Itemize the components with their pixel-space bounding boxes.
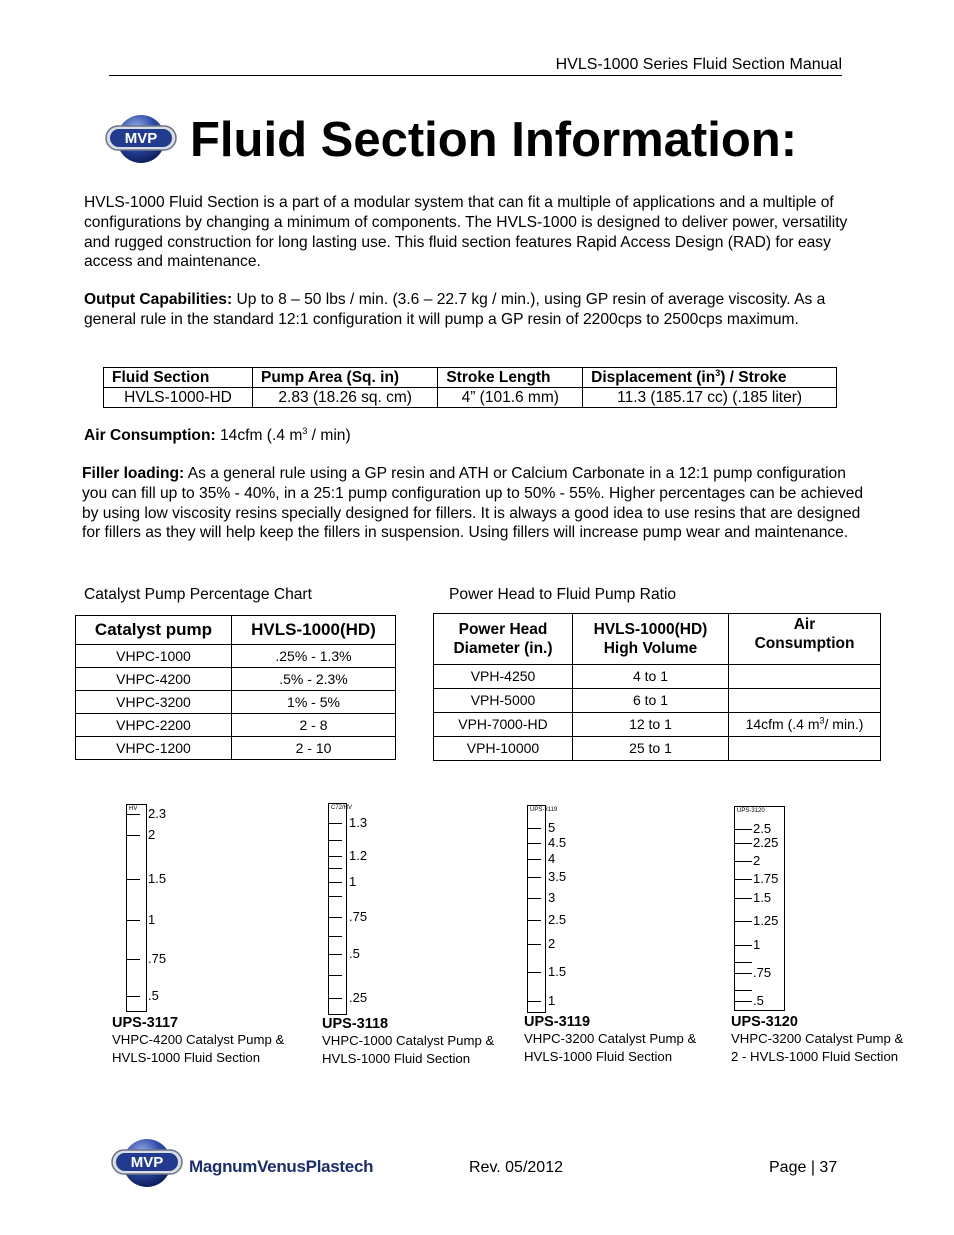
- air-cell-text: 14cfm (.4 m: [745, 716, 820, 732]
- table-cell: .5% - 2.3%: [232, 668, 396, 691]
- mvp-logo: [104, 112, 178, 166]
- gauge-label: 1: [548, 993, 556, 1008]
- gauge-label: 4.5: [548, 835, 567, 850]
- gauge-tick: [527, 828, 541, 829]
- gauge-caption: [112, 1015, 284, 1066]
- gauge-label: .75: [349, 909, 368, 924]
- gauge-caption: [322, 1016, 494, 1067]
- gauge-tick: [126, 814, 140, 815]
- spec-header-pump-area: Pump Area (Sq. in): [253, 368, 438, 388]
- gauge-tick: [126, 920, 140, 921]
- table-row: [434, 713, 881, 737]
- gauge-label: 1: [753, 937, 761, 952]
- gauge-description-line2: 2 - HVLS-1000 Fluid Section: [731, 1048, 899, 1064]
- table-row: [76, 737, 396, 760]
- output-text: Up to 8 – 50 lbs / min. (3.6 – 22.7 kg / min.), using GP resin of average viscosity. As a general rule in the standard 12:1 configuration it will pump a GP resin of 2200cps to 2500cps maximum.: [84, 291, 826, 328]
- table-cell: [729, 737, 881, 761]
- gauge-label: 3: [548, 890, 556, 905]
- gauge-tag: HV: [129, 806, 138, 812]
- table-cell: 12 to 1: [573, 713, 729, 737]
- table-cell: VPH-10000: [434, 737, 573, 761]
- spec-header-displacement: [583, 368, 837, 388]
- gauge-description-line1: VHPC-3200 Catalyst Pump &: [731, 1031, 904, 1046]
- gauge-label: 1.5: [148, 871, 167, 886]
- table-row: [434, 665, 881, 689]
- table-cell: VPH-5000: [434, 689, 573, 713]
- output-capabilities-paragraph: [84, 290, 864, 330]
- gauge-caption: [524, 1014, 696, 1065]
- gauge-tick: [734, 962, 752, 963]
- catalyst-header-hvls: HVLS-1000(HD): [232, 616, 396, 645]
- air-cell-text-2: / min.): [824, 716, 864, 732]
- gauge-tick: [328, 840, 342, 841]
- gauge-title: UPS-3117: [112, 1015, 179, 1031]
- gauge-tick: [527, 898, 541, 899]
- air-label: Air Consumption:: [84, 427, 216, 444]
- ratio-header-line1: HVLS-1000(HD): [593, 621, 708, 638]
- table-cell: 1% - 5%: [232, 691, 396, 714]
- gauge-tick: [527, 944, 541, 945]
- page-title: Fluid Section Information:: [190, 113, 798, 167]
- gauge-description-line2: HVLS-1000 Fluid Section: [524, 1048, 673, 1064]
- gauge-tick: [328, 823, 342, 824]
- page-number: Page | 37: [769, 1159, 838, 1176]
- table-cell: 4 to 1: [573, 665, 729, 689]
- table-cell: 6 to 1: [573, 689, 729, 713]
- gauge-tick: [734, 1001, 752, 1002]
- gauge-tick: [527, 972, 541, 973]
- gauge-tick: [527, 1001, 541, 1002]
- catalyst-chart-caption: Catalyst Pump Percentage Chart: [84, 586, 312, 603]
- gauge-label: 1.5: [753, 890, 772, 905]
- ratio-header-line2: High Volume: [603, 640, 698, 657]
- gauge-tick: [126, 835, 140, 836]
- gauge-label: 2.3: [148, 806, 167, 821]
- gauge-label: 2: [753, 853, 761, 868]
- ratio-header-line1: Air: [793, 616, 816, 633]
- gauge-label: 2.5: [753, 821, 772, 836]
- spec-cell: 4” (101.6 mm): [438, 388, 583, 408]
- gauge-tick: [328, 882, 342, 883]
- gauge-tick: [734, 945, 752, 946]
- ratio-header-line2: Diameter (in.): [453, 640, 553, 657]
- gauge-tag: C72/HV: [331, 805, 353, 811]
- table-row: [434, 689, 881, 713]
- power-head-table: [433, 613, 881, 761]
- filler-loading-paragraph: [82, 464, 867, 543]
- gauge-description-line1: VHPC-3200 Catalyst Pump &: [524, 1031, 697, 1046]
- gauge-tick: [527, 843, 541, 844]
- gauge-description-line2: HVLS-1000 Fluid Section: [112, 1049, 261, 1065]
- gauge-tick: [328, 868, 342, 869]
- gauge-label: 1.75: [753, 871, 779, 886]
- gauge-label: .5: [753, 993, 764, 1008]
- table-cell: 25 to 1: [573, 737, 729, 761]
- gauge-tick: [734, 861, 752, 862]
- ratio-chart-caption: Power Head to Fluid Pump Ratio: [449, 586, 677, 603]
- filler-text: As a general rule using a GP resin and ATH or Calcium Carbonate in a 12:1 pump configuration you can fill up to 35% - 40%, in a 25:1 pump configuration up to 50% - 55%. Higher percentages can be achieved by using low viscosity resins specially designed for fillers. It is always a good idea to use resins that are designed for fillers as they will help keep the fillers in suspension. Using fillers will increase pump wear and maintenance.: [82, 465, 864, 542]
- gauge-tick: [126, 996, 140, 997]
- table-cell: .25% - 1.3%: [232, 645, 396, 668]
- ratio-header-line1: Power Head: [458, 621, 548, 638]
- gauge-tick: [527, 877, 541, 878]
- gauge-label: 2: [148, 827, 156, 842]
- gauge-title: UPS-3120: [731, 1014, 798, 1030]
- gauge-tick: [328, 896, 342, 897]
- gauge-label: .75: [148, 951, 167, 966]
- gauge-tick: [126, 959, 140, 960]
- spec-table-header: [104, 368, 837, 388]
- gauge-caption: [731, 1014, 903, 1065]
- gauge-tick: [734, 921, 752, 922]
- table-cell: 2 - 8: [232, 714, 396, 737]
- table-cell: VPH-4250: [434, 665, 573, 689]
- spec-header-displacement-a: Displacement (in: [591, 369, 716, 386]
- table-cell: VHPC-4200: [76, 668, 232, 691]
- gauge-label: 4: [548, 851, 556, 866]
- air-text-2: / min): [307, 427, 351, 444]
- brand-wordmark: MagnumVenusPlastech: [189, 1157, 374, 1176]
- table-row: [76, 645, 396, 668]
- gauge-label: 2: [548, 936, 556, 951]
- gauge-description-line2: HVLS-1000 Fluid Section: [322, 1050, 471, 1066]
- gauge-tick: [328, 917, 342, 918]
- footer-mvp-logo: [110, 1136, 184, 1190]
- filler-label: Filler loading:: [82, 465, 185, 482]
- ratio-header-hvls: [573, 614, 729, 665]
- gauge-tick: [527, 920, 541, 921]
- gauge-label: 1.2: [349, 848, 368, 863]
- air-consumption-paragraph: [84, 426, 864, 446]
- gauge-label: 1.5: [548, 964, 567, 979]
- revision-text: Rev. 05/2012: [469, 1159, 563, 1176]
- gauge-tick: [328, 936, 342, 937]
- gauge-label: 1: [148, 912, 156, 927]
- gauge-label: 1.25: [753, 913, 779, 928]
- gauge-description-line1: VHPC-1000 Catalyst Pump &: [322, 1033, 495, 1048]
- table-row: [76, 691, 396, 714]
- gauge-tick: [328, 856, 342, 857]
- svg-text:MVP: MVP: [130, 1154, 164, 1171]
- table-row: [76, 668, 396, 691]
- table-cell: 2 - 10: [232, 737, 396, 760]
- table-cell: VHPC-1000: [76, 645, 232, 668]
- power-head-table-header: [434, 614, 881, 665]
- air-text: 14cfm (.4 m: [215, 427, 303, 444]
- gauge-label: 1: [349, 874, 357, 889]
- gauge-label: 1.3: [349, 815, 368, 830]
- table-row: [434, 737, 881, 761]
- spec-cell: 11.3 (185.17 cc) (.185 liter): [583, 388, 837, 408]
- gauge-tick: [527, 859, 541, 860]
- spec-cell: 2.83 (18.26 sq. cm): [253, 388, 438, 408]
- gauge-label: 2.25: [753, 835, 779, 850]
- ratio-header-power-head: [434, 614, 573, 665]
- gauge-tag: UPS-3120: [737, 808, 765, 814]
- gauge-title: UPS-3119: [524, 1014, 591, 1030]
- gauge-label: .75: [753, 965, 772, 980]
- spec-table: [103, 367, 837, 408]
- spec-header-fluid-section: Fluid Section: [104, 368, 253, 388]
- gauge-tick: [734, 843, 752, 844]
- gauge-title: UPS-3118: [322, 1016, 389, 1032]
- table-cell: VHPC-1200: [76, 737, 232, 760]
- table-row: [104, 388, 837, 408]
- gauge-tick: [328, 954, 342, 955]
- table-cell: VHPC-2200: [76, 714, 232, 737]
- gauge-tag: UPS-3119: [530, 807, 558, 813]
- output-label: Output Capabilities:: [84, 291, 233, 308]
- table-row: [76, 714, 396, 737]
- spec-header-displacement-b: ) / Stroke: [720, 369, 787, 386]
- air-cell-sup: 3: [819, 715, 825, 726]
- gauge-label: .5: [349, 946, 360, 961]
- gauge-tick: [328, 975, 342, 976]
- gauge-label: 2.5: [548, 912, 567, 927]
- gauge-description-line1: VHPC-4200 Catalyst Pump &: [112, 1032, 285, 1047]
- gauge-label: .25: [349, 990, 368, 1005]
- spec-header-displacement-sup: 3: [715, 367, 721, 378]
- table-cell: [729, 713, 881, 737]
- gauge-tick: [328, 998, 342, 999]
- catalyst-table-header: [76, 616, 396, 645]
- catalyst-header-pump: Catalyst pump: [76, 616, 232, 645]
- table-cell: [729, 665, 881, 689]
- table-cell: VHPC-3200: [76, 691, 232, 714]
- gauge-tick: [734, 879, 752, 880]
- gauge-tick: [734, 990, 752, 991]
- gauge-tick: [126, 879, 140, 880]
- ratio-header-air: [729, 614, 881, 665]
- gauge-scale-ups-3118: [328, 803, 353, 1015]
- spec-header-stroke-length: Stroke Length: [438, 368, 583, 388]
- catalyst-table: [75, 615, 396, 760]
- manual-title: HVLS-1000 Series Fluid Section Manual: [555, 56, 842, 73]
- gauge-label: 5: [548, 820, 556, 835]
- gauge-tick: [734, 898, 752, 899]
- table-cell: VPH-7000-HD: [434, 713, 573, 737]
- intro-paragraph: HVLS-1000 Fluid Section is a part of a modular system that can fit a multiple of applications and a multiple of configurations by changing a minimum of components. The HVLS-1000 is designed to deliver power, versatility and rugged construction for long lasting use. This fluid section features Rapid Access Design (RAD) for easy access and maintenance.: [84, 194, 848, 271]
- header-rule: [109, 75, 842, 76]
- svg-text:MVP: MVP: [124, 130, 158, 147]
- gauge-tick: [734, 973, 752, 974]
- gauge-label: .5: [148, 988, 159, 1003]
- ratio-header-line2: Consumption: [754, 635, 855, 652]
- table-cell: [729, 689, 881, 713]
- gauge-tick: [734, 829, 752, 830]
- spec-cell: HVLS-1000-HD: [104, 388, 253, 408]
- gauge-label: 3.5: [548, 869, 567, 884]
- air-sup: 3: [302, 425, 308, 436]
